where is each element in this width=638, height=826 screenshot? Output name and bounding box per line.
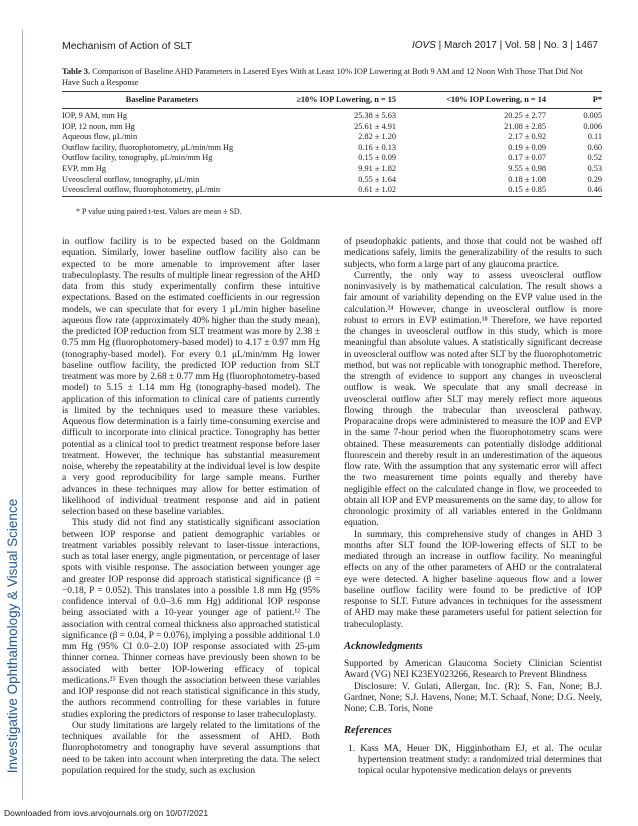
paragraph: In summary, this comprehensive study of changes in AHD 3 months after SLT found the IOP-lowering effects of SLT to be mediated through an increase in outflow facility. No meaningful effects on any of the other parameters of AHD or the contralateral eye were detected. A higher baseline aqueous flow and a lower baseline outflow facility were found to be predictive of IOP response to SLT. Future advances in techniques for the assessment of AHD may make these parameters useful for patient selection for trabeculoplasty. xyxy=(344,529,602,630)
cell-p: 0.46 xyxy=(587,185,602,195)
cell-ge10: 0.15 ± 0.09 xyxy=(358,153,396,163)
cell-ge10: 0.61 ± 1.02 xyxy=(358,185,396,195)
cell-ge10: 25.61 ± 4.91 xyxy=(354,121,396,131)
paragraph: of pseudophakic patients, and those that could not be washed off medications safely, limits the generalizability of the results to such subjects, who form a large part of any glaucoma practice. xyxy=(344,237,602,270)
table-caption xyxy=(62,67,602,88)
table-label: Table 3. xyxy=(62,67,91,76)
journal-name-vertical: Investigative Ophthalmology & Visual Science xyxy=(5,498,20,774)
header-p: P* xyxy=(592,94,602,104)
issue-info: | March 2017 | Vol. 58 | No. 3 | 1467 xyxy=(435,40,598,51)
cell-lt10: 0.17 ± 0.07 xyxy=(508,153,546,163)
cell-p: 0.60 xyxy=(587,142,602,152)
cell-p: 0.006 xyxy=(583,121,602,131)
side-divider xyxy=(22,30,23,800)
acknowledgments-heading: Acknowledgments xyxy=(344,640,423,652)
cell-parameter: Aqueous flow, μL/min xyxy=(62,132,138,142)
cell-parameter: Outflow facility, tonography, μL/min/mm Hg xyxy=(62,153,213,163)
download-notice: Downloaded from iovs.arvojournals.org on 10/07/2021 xyxy=(4,808,209,818)
acknowledgments-text: Supported by American Glaucoma Society Clinician Scientist Award (VG) NEI K23EY023266, Research to Prevent Blindness xyxy=(344,659,602,681)
paragraph: Our study limitations are largely related to the limitations of the techniques available for the assessment of AHD. Both fluorophotometry and tonography have several assumptions that need to be taken into account when interpreting the data. The select population required for the study, such as exclusion xyxy=(62,720,320,776)
cell-lt10: 21.08 ± 2.85 xyxy=(504,121,546,131)
table-footnote: * P value using paired t-test. Values are mean ± SD. xyxy=(76,207,242,216)
table-header-row xyxy=(62,92,602,109)
cell-lt10: 9.55 ± 0.98 xyxy=(508,163,546,173)
cell-parameter: Uveoscleral outflow, tonography, μL/min xyxy=(62,174,200,184)
disclosure xyxy=(344,682,602,716)
table-row xyxy=(62,175,602,186)
table-row xyxy=(62,132,602,143)
table-row xyxy=(62,122,602,133)
cell-ge10: 0.16 ± 0.13 xyxy=(358,142,396,152)
table-caption-text: Comparison of Baseline AHD Parameters in Lasered Eyes With at Least 10% IOP Lowering at Both 9 AM and 12 Noon With Those That Did Not Have Such a Response xyxy=(62,67,583,87)
cell-parameter: Uveoscleral outflow, fluorophotometry, μL/min xyxy=(62,185,220,195)
cell-parameter: EVP, mm Hg xyxy=(62,163,107,173)
disclosure-label: Disclosure: xyxy=(354,681,397,692)
cell-lt10: 0.19 ± 0.09 xyxy=(508,142,546,152)
references-heading: References xyxy=(344,725,392,737)
cell-p: 0.11 xyxy=(587,132,602,142)
cell-lt10: 20.25 ± 2.77 xyxy=(504,111,546,120)
cell-parameter: IOP, 12 noon, mm Hg xyxy=(62,121,135,131)
left-column xyxy=(62,237,320,777)
reference-item: 1. Kass MA, Heuer DK, Higginbotham EJ, et al. The ocular hypertension treatment study: a randomized trial determines that topical ocular hypotensive medication delays or prevents xyxy=(348,743,602,776)
header-baseline-parameters: Baseline Parameters xyxy=(125,94,199,104)
cell-p: 0.29 xyxy=(587,174,602,184)
paragraph: This study did not find any statistically significant association between IOP response and patient demographic variables or treatment variables possibly relevant to laser-tissue interactions, such as total laser energy, angle pigmentation, or percentage of laser spots with visible response. The association between younger age and greater IOP response did approach statistical significance (β = −0.18, P = 0.052). This translates into a possible 1.8 mm Hg (95% confidence interval of 0.0–3.6 mm Hg) additional IOP response being associated with a 10-year younger age of patient.¹² The association with central corneal thickness also approached statistical significance (β = 0.04, P = 0.076), implying a possible additional 1.0 mm Hg (95% CI 0.0–2.0) IOP response associated with 25-μm thinner cornea. Thinner corneas have previously been shown to be associated with better IOP-lowering efficacy of topical medications.²⁵ Even though the association between these variables and IOP response did not reach statistical significance in this study, the authors recommend controlling for these variables in future studies exploring the predictors of response to laser trabeculoplasty. xyxy=(62,518,320,720)
table-row xyxy=(62,153,602,164)
cell-p: 0.005 xyxy=(583,111,602,120)
right-column xyxy=(344,237,602,777)
parameters-table xyxy=(62,91,602,197)
cell-ge10: 0.55 ± 1.64 xyxy=(358,174,396,184)
table-row xyxy=(62,143,602,154)
cell-p: 0.53 xyxy=(587,163,602,173)
disclosure-text: V. Gulati, Allergan, Inc. (R); S. Fan, None; B.J. Gardner, None; S.J. Havens, None; M.T. Schaaf, None; D.G. Neely, None; C.B. Toris, None xyxy=(344,681,602,714)
cell-lt10: 2.17 ± 0.92 xyxy=(508,132,546,142)
journal-abbrev: IOVS xyxy=(411,40,436,51)
table-row xyxy=(62,164,602,175)
cell-lt10: 0.15 ± 0.85 xyxy=(508,185,546,195)
paragraph: in outflow facility is to be expected based on the Goldmann equation. Similarly, lower baseline outflow facility also can be expected to be more amenable to improvement after laser trabeculoplasty. The results of multiple linear regression of the AHD data from this study experimentally confirm these intuitive expectations. Based on the estimated coefficients in our regression models, we can speculate that for every 1 μL/min higher baseline aqueous flow rate (approximately 40% higher than the study mean), the predicted IOP reduction from SLT treatment was more by 2.38 ± 0.75 mm Hg (fluorophotomery-based model) to 4.17 ± 0.97 mm Hg (tonography-based model). For every 0.1 μL/min/mm Hg lower baseline outflow facility, the predicted IOP reduction from SLT treatment was more by 2.68 ± 0.77 mm Hg (fluorophotometry-based model) to 5.15 ± 1.14 mm Hg (tonography-based model). The application of this information to clinical care of patients currently is limited by the techniques used to measure these variables. Aqueous flow determination is a fairly time-consuming exercise and difficult to incorporate into clinical practice. Tonography has better potential as a clinical tool to predict treatment response before laser treatment. However, the technique has substantial measurement noise, whereby the repeatability at the individual level is low despite a very good reproducibility for large sample means. Further advances in these techniques may allow for better estimation of likelihood of individual treatment response and aid in patient selection based on these baseline variables. xyxy=(62,237,320,517)
header-ge10: ≥10% IOP Lowering, n = 15 xyxy=(296,94,396,104)
cell-parameter: IOP, 9 AM, mm Hg xyxy=(62,111,128,120)
journal-citation xyxy=(412,40,598,51)
table-row xyxy=(62,185,602,196)
cell-parameter: Outflow facility, fluorophotometry, μL/min/mm Hg xyxy=(62,142,234,152)
running-head-title: Mechanism of Action of SLT xyxy=(62,40,192,52)
table-row xyxy=(62,109,602,122)
paragraph: Currently, the only way to assess uveoscleral outflow noninvasively is by mathematical calculation. The result shows a fair amount of variability depending on the EVP value used in the calculation.²⁴ However, change in uveoscleral outflow is more robust to errors in EVP estimation.¹⁸ Therefore, we have reported the changes in uveoscleral outflow in this study, which is more meaningful than absolute values. A statistically significant decrease in uveoscleral outflow was noted after SLT by the fluorophotometric method, but was not replicable with tonographic method. Therefore, the strength of evidence to support any changes in uveoscleral outflow is weak. We speculate that any small decrease in uveoscleral outflow after SLT may merely reflect more aqueous flowing through the trabecular than uveoscleral pathway. Proparacaine drops were administered to measure the IOP and EVP in the same 7-hour period when the fluorophotometry scans were obtained. These measurements can potentially dislodge additional fluorescein and thereby result in an underestimation of the aqueous flow rate. With the assumption that any systematic error will affect the two measurement time points equally and thereby have negligible effect on the calculated change in flow, we proceeded to obtain all IOP and EVP measurements on the same day, to allow for chronologic proximity of all variables entered in the Goldmann equation. xyxy=(344,270,602,529)
cell-ge10: 9.91 ± 1.82 xyxy=(358,163,396,173)
header-lt10: <10% IOP Lowering, n = 14 xyxy=(446,94,546,104)
journal-side-band xyxy=(2,470,22,800)
cell-ge10: 25.38 ± 5.63 xyxy=(354,111,396,120)
cell-lt10: 0.18 ± 1.08 xyxy=(508,174,546,184)
cell-p: 0.52 xyxy=(587,153,602,163)
cell-ge10: 2.82 ± 1.20 xyxy=(358,132,396,142)
